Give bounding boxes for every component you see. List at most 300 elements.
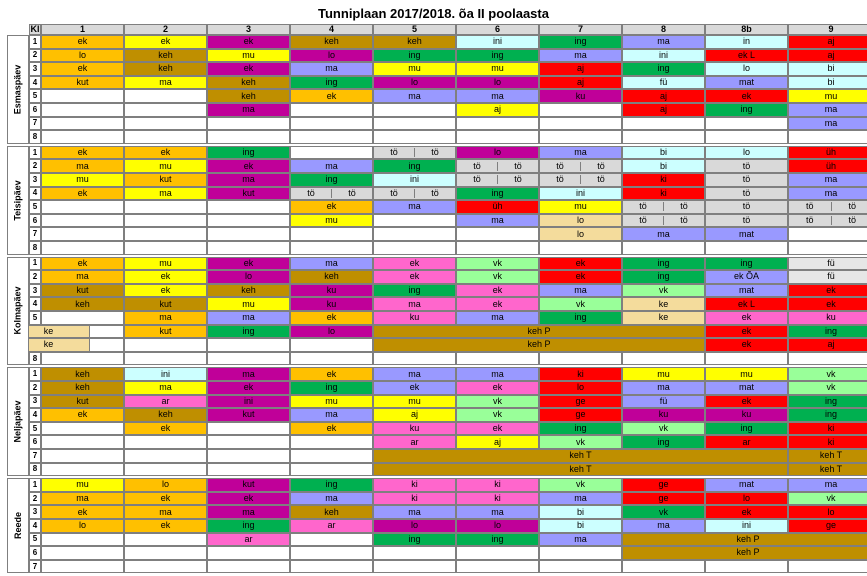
lesson-cell [124,130,207,144]
lesson-cell: lo [788,505,867,519]
lesson-half: tö [414,189,455,198]
lesson-cell: ek [207,257,290,271]
lesson-cell [622,560,705,574]
lesson-cell [124,338,207,352]
lesson-cell: ek [41,35,124,49]
lesson-cell [41,214,124,228]
lesson-cell: tö [705,159,788,173]
lesson-number: 4 [29,76,41,90]
lesson-number: 2 [29,49,41,63]
day-name: Kolmapäev [12,286,23,335]
lesson-cell: lo [41,519,124,533]
lesson-cell [124,449,207,463]
lesson-cell: mu [124,257,207,271]
lesson-cell: ma [456,367,539,381]
lesson-cell: ge [539,395,622,409]
lesson-cell [290,241,373,255]
lesson-cell: mu [207,49,290,63]
lesson-cell-split [290,187,373,201]
lesson-cell [41,227,124,241]
lesson-cell: keh P [373,338,705,352]
lesson-cell: lo [456,76,539,90]
lesson-cell: mat [705,227,788,241]
lesson-cell [373,241,456,255]
lesson-cell: ma [290,408,373,422]
lesson-cell [207,435,290,449]
lesson-number: 5 [29,533,41,547]
lesson-half: tö [390,187,398,198]
lesson-cell [456,130,539,144]
lesson-cell: lo [41,49,124,63]
lesson-cell: aj [456,103,539,117]
lesson-cell: ma [788,173,867,187]
lesson-cell: ma [124,76,207,90]
lesson-cell: mu [539,200,622,214]
lesson-cell: ek [705,505,788,519]
lesson-cell: ma [622,35,705,49]
lesson-cell: ing [705,103,788,117]
lesson-cell: ek [705,325,788,339]
lesson-cell: ek [705,89,788,103]
lesson-number: 7 [29,449,41,463]
lesson-cell: ek [207,159,290,173]
lesson-cell [705,560,788,574]
day-name: Teisipäev [12,180,23,221]
lesson-number: 7 [29,227,41,241]
lesson-cell: lo [207,270,290,284]
lesson-cell: vk [622,284,705,298]
lesson-cell [539,546,622,560]
lesson-cell: ma [788,187,867,201]
lesson-cell: ek [705,311,788,325]
class-header-7: 7 [539,24,622,35]
lesson-number: 6 [29,103,41,117]
lesson-cell: ek [456,422,539,436]
lesson-cell [124,227,207,241]
lesson-cell [207,130,290,144]
lesson-cell: ini [373,173,456,187]
lesson-cell: keh [207,89,290,103]
lesson-cell: vk [456,395,539,409]
lesson-cell [41,89,124,103]
lesson-cell: üh [788,146,867,160]
lesson-cell: mat [705,381,788,395]
lesson-cell: ma [539,533,622,547]
lesson-cell: ma [456,89,539,103]
lesson-cell: ing [456,187,539,201]
lesson-cell: lo [290,49,373,63]
lesson-cell: lo [456,519,539,533]
lesson-cell [705,117,788,131]
lesson-cell: ma [41,270,124,284]
lesson-cell: keh [373,35,456,49]
lesson-cell: ing [290,478,373,492]
lesson-half: tö [831,202,867,211]
lesson-cell: ma [622,227,705,241]
lesson-cell: ek [41,146,124,160]
lesson-cell: vk [456,257,539,271]
lesson-cell: ing [207,146,290,160]
lesson-cell [207,117,290,131]
lesson-number: 5 [29,311,41,325]
lesson-cell [41,463,124,477]
lesson-cell [290,463,373,477]
lesson-cell: ini [124,367,207,381]
day-name: Reede [12,512,23,540]
lesson-cell: ma [373,505,456,519]
lesson-cell [373,130,456,144]
lesson-cell: vk [539,297,622,311]
lesson-cell: ing [373,533,456,547]
lesson-cell [124,89,207,103]
lesson-cell: vk [788,367,867,381]
lesson-cell [373,214,456,228]
lesson-cell [207,449,290,463]
lesson-cell: keh P [373,325,705,339]
lesson-cell: ma [41,492,124,506]
lesson-cell: mat [705,76,788,90]
lesson-cell [124,560,207,574]
lesson-cell: ar [207,533,290,547]
lesson-cell [788,130,867,144]
lesson-cell [290,560,373,574]
lesson-cell [41,560,124,574]
lesson-cell: lo [539,227,622,241]
lesson-cell: ma [207,367,290,381]
lesson-cell: keh [41,381,124,395]
lesson-cell: tö [705,214,788,228]
lesson-cell [41,200,124,214]
day-label [7,35,29,144]
lesson-cell: ma [290,492,373,506]
lesson-cell-split [539,173,622,187]
class-header-3: 3 [207,24,290,35]
lesson-cell [41,241,124,255]
lesson-cell [207,422,290,436]
lesson-cell: vk [788,492,867,506]
lesson-cell: ki [456,478,539,492]
lesson-cell: ku [788,311,867,325]
lesson-cell: ma [373,367,456,381]
lesson-cell: ing [622,62,705,76]
lesson-cell: ek [207,492,290,506]
lesson-half: tö [639,215,647,226]
lesson-cell-split [788,214,867,228]
lesson-cell: aj [539,62,622,76]
lesson-cell: aj [373,408,456,422]
lesson-cell: ing [705,422,788,436]
lesson-cell: vk [788,381,867,395]
lesson-cell [290,352,373,366]
day-label [7,367,29,476]
lesson-cell [622,352,705,366]
lesson-cell: kut [124,325,207,339]
lesson-number: 5 [29,200,41,214]
lesson-cell: ma [124,311,207,325]
lesson-cell [290,449,373,463]
lesson-cell: mu [456,62,539,76]
lesson-cell: ma [788,103,867,117]
lesson-cell [124,435,207,449]
lesson-cell [705,130,788,144]
lesson-cell: lo [539,381,622,395]
lesson-half: tö [663,216,704,225]
lesson-cell: bi [788,76,867,90]
lesson-half: tö [805,215,814,226]
lesson-cell: ing [705,257,788,271]
lesson-cell: üh [456,200,539,214]
lesson-cell: ek [207,62,290,76]
lesson-cell: mu [290,214,373,228]
lesson-cell [539,241,622,255]
lesson-cell: ek [705,395,788,409]
lesson-cell [456,241,539,255]
lesson-cell: ku [622,408,705,422]
lesson-cell: kut [207,478,290,492]
lesson-number: 2 [29,159,41,173]
lesson-cell: kut [207,408,290,422]
day-label [7,257,29,366]
lesson-cell [41,311,124,325]
lesson-number: 3 [29,395,41,409]
lesson-cell: vk [539,478,622,492]
lesson-cell: mu [124,159,207,173]
lesson-cell [41,449,124,463]
lesson-cell [41,546,124,560]
lesson-number: 6 [29,214,41,228]
lesson-cell [290,117,373,131]
lesson-cell: ma [124,187,207,201]
lesson-cell: bi [622,146,705,160]
lesson-cell: ek [539,257,622,271]
lesson-cell: ar [124,395,207,409]
lesson-number: 3 [29,62,41,76]
lesson-cell: keh T [373,463,788,477]
lesson-cell: ek [207,35,290,49]
lesson-half: tö [497,162,538,171]
lesson-number: 7 [29,117,41,131]
class-header-kl: Kl [30,24,40,34]
lesson-cell: lo [373,76,456,90]
lesson-cell [456,352,539,366]
lesson-cell: aj [622,103,705,117]
lesson-cell: lo [456,146,539,160]
lesson-half: tö [331,189,372,198]
lesson-cell [788,560,867,574]
lesson-half: tö [580,175,621,184]
lesson-cell [41,352,124,366]
lesson-cell [456,117,539,131]
lesson-cell: kut [207,187,290,201]
class-header-2: 2 [124,24,207,35]
class-header-9: 9 [788,24,867,35]
lesson-cell: mu [373,395,456,409]
lesson-number: 1 [29,478,41,492]
lesson-cell [207,338,290,352]
lesson-cell: ek [290,367,373,381]
lesson-cell: aj [788,49,867,63]
day-label [7,478,29,573]
lesson-cell: mat [705,478,788,492]
lesson-cell: mu [373,62,456,76]
lesson-cell [456,227,539,241]
lesson-number: 1 [29,257,41,271]
lesson-cell: ki [622,173,705,187]
lesson-cell: mu [207,297,290,311]
lesson-cell: ma [373,297,456,311]
lesson-cell [290,227,373,241]
lesson-cell: bi [622,159,705,173]
lesson-cell: ing [539,35,622,49]
lesson-cell: ini [456,35,539,49]
lesson-cell [456,546,539,560]
lesson-number: 3 [29,284,41,298]
lesson-cell: kut [41,395,124,409]
lesson-cell [539,352,622,366]
lesson-cell: ing [539,422,622,436]
lesson-cell: ku [373,422,456,436]
lesson-cell: ek [290,422,373,436]
lesson-number: 5 [29,89,41,103]
lesson-cell: lo [124,478,207,492]
lesson-cell [41,117,124,131]
lesson-cell: ing [788,408,867,422]
lesson-number: 4 [29,519,41,533]
lesson-cell [290,146,373,160]
lesson-cell: keh [41,297,124,311]
day-label [7,146,29,255]
lesson-cell: ma [622,381,705,395]
lesson-cell: keh T [373,449,788,463]
lesson-number: 8 [29,463,41,477]
lesson-cell: in [705,35,788,49]
lesson-cell: ge [788,519,867,533]
lesson-cell [41,130,124,144]
class-header-1: 1 [41,24,124,35]
lesson-number: 6 [29,546,41,560]
lesson-cell [290,130,373,144]
lesson-cell: ek ÕA [705,270,788,284]
lesson-cell: ma [539,146,622,160]
lesson-number: 7 [29,560,41,574]
lesson-cell [290,338,373,352]
lesson-half: tö [497,175,538,184]
lesson-cell: ek [124,284,207,298]
lesson-cell: vk [622,505,705,519]
lesson-cell: ek [290,200,373,214]
lesson-cell: kut [124,173,207,187]
lesson-half: tö [307,187,315,198]
lesson-cell: ki [373,492,456,506]
lesson-cell-split [373,187,456,201]
lesson-cell: ma [456,214,539,228]
lesson-cell [456,560,539,574]
lesson-cell: keh [41,367,124,381]
lesson-cell: keh [124,62,207,76]
lesson-cell: ing [290,381,373,395]
lesson-half: tö [473,160,481,171]
lesson-cell: ma [456,505,539,519]
lesson-cell: mu [41,478,124,492]
lesson-number: 8 [29,352,41,366]
lesson-cell [539,103,622,117]
lesson-number: 8 [29,241,41,255]
lesson-cell: ing [373,49,456,63]
lesson-cell: vk [456,270,539,284]
lesson-cell: keh P [622,533,867,547]
lesson-number: 5 [29,422,41,436]
lesson-cell: mu [788,89,867,103]
lesson-cell: ek [290,311,373,325]
lesson-cell: ek [456,284,539,298]
lesson-cell: ki [788,422,867,436]
lesson-half: tö [390,147,398,158]
lesson-cell: fü [622,76,705,90]
lesson-cell: ek [788,297,867,311]
lesson-cell: üh [788,159,867,173]
lesson-cell [788,352,867,366]
lesson-cell: mat [705,284,788,298]
lesson-cell: ing [373,159,456,173]
class-header-8b: 8b [705,24,788,35]
lesson-cell: keh [124,408,207,422]
lesson-number: 3 [29,173,41,187]
lesson-cell: ek [41,187,124,201]
lesson-cell: ki [456,492,539,506]
lesson-cell: ing [539,311,622,325]
lesson-cell: fü [788,270,867,284]
lesson-cell: ke [622,297,705,311]
lesson-cell: keh P [622,546,867,560]
lesson-cell-split [539,159,622,173]
lesson-cell [207,214,290,228]
lesson-cell: ma [207,505,290,519]
lesson-cell: keh [207,76,290,90]
lesson-cell: keh [290,35,373,49]
lesson-cell: ma [290,257,373,271]
lesson-cell [124,533,207,547]
lesson-number: 4 [29,297,41,311]
lesson-half: tö [556,174,564,185]
lesson-cell [207,560,290,574]
lesson-cell: lo [705,146,788,160]
day-name: Neljapäev [12,400,23,443]
lesson-cell: ma [622,519,705,533]
lesson-cell: ma [539,284,622,298]
lesson-cell-split [456,173,539,187]
lesson-cell: ar [705,435,788,449]
lesson-cell: bi [539,505,622,519]
lesson-cell: lo [290,325,373,339]
lesson-cell: ke [622,311,705,325]
lesson-cell [124,546,207,560]
lesson-cell [705,241,788,255]
lesson-cell [207,463,290,477]
lesson-half: tö [414,148,455,157]
lesson-cell: ma [373,89,456,103]
lesson-cell [124,352,207,366]
lesson-cell: ek [124,422,207,436]
lesson-cell: ma [124,381,207,395]
lesson-cell: ma [290,159,373,173]
lesson-cell: ek [456,381,539,395]
lesson-number: 6 [29,435,41,449]
lesson-cell: ma [456,311,539,325]
lesson-cell: ki [373,478,456,492]
lesson-number: 1 [29,35,41,49]
lesson-cell: ge [539,408,622,422]
day-name: Esmaspäev [12,64,23,115]
